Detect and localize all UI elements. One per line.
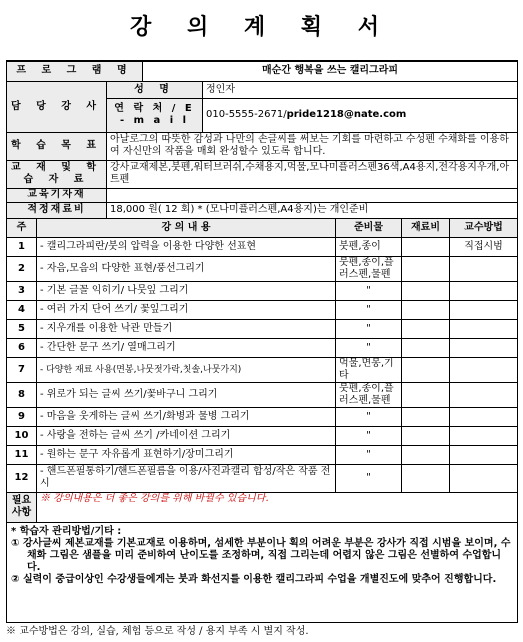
week-content: - 원하는 문구 자유롭게 표현하기/장미그리기 [37, 445, 336, 464]
header-week: 주 [7, 218, 37, 237]
footer-note: ※ 교수방법은 강의, 실습, 체험 등으로 작성 / 용지 부족 시 별지 작성. [6, 626, 309, 637]
equipment-row [7, 188, 518, 202]
week-prep: " [336, 281, 402, 300]
week-material-fee [402, 407, 450, 426]
header-prep: 준비물 [336, 218, 402, 237]
table-row [7, 237, 518, 256]
week-number: 3 [7, 281, 37, 300]
equipment-label: 교육기자재 [7, 188, 107, 202]
table-row [7, 256, 518, 281]
week-prep: " [336, 407, 402, 426]
week-number: 1 [7, 237, 37, 256]
week-material-fee [402, 445, 450, 464]
week-method [450, 407, 518, 426]
week-method [450, 426, 518, 445]
notes-item-1: ① 강사글씨 제본교재를 기본교재로 이용하며, 섬세한 부분이나 획의 어려운 부분은 강사가 직접 시범을 보이며, 수채화 그림은 샘플을 미리 준비하여 난이도를 조정하며, 직접 그리는데 어렵지 않은 그림은 선별하여 수업합니다. [11, 537, 511, 573]
week-number: 2 [7, 256, 37, 281]
instructor-label: 담 당 강 사 [7, 81, 107, 132]
requests-value: ※ 강의내용은 더 좋은 강의를 위해 바뀔수 있습니다. [37, 492, 518, 522]
lecture-plan-table [6, 60, 518, 623]
table-row [7, 357, 518, 382]
week-prep: 붓펜,종이 [336, 237, 402, 256]
program-label: 프 로 그 램 명 [7, 61, 143, 81]
week-material-fee [402, 338, 450, 357]
table-row [7, 407, 518, 426]
week-prep: 붓펜,종이,플러스펜,물펜 [336, 256, 402, 281]
notes-cell [7, 522, 518, 622]
notes-heading: * 학습자 관리방법/기타 : [11, 525, 122, 537]
week-material-fee [402, 300, 450, 319]
week-prep: " [336, 464, 402, 492]
header-content: 강 의 내 용 [37, 218, 336, 237]
week-material-fee [402, 464, 450, 492]
equipment-value [107, 188, 518, 202]
week-content: - 위로가 되는 글씨 쓰기/꽃바구니 그리기 [37, 382, 336, 407]
week-material-fee [402, 426, 450, 445]
materials-label: 교 재 및 학 습 자 료 [7, 160, 107, 188]
week-method [450, 319, 518, 338]
week-prep: 붓펜,종이,플러스펜,물펜 [336, 382, 402, 407]
week-content: - 다양한 재료 사용(면봉,나뭇젓가락,칫솔,나뭇가지) [37, 357, 336, 382]
week-material-fee [402, 256, 450, 281]
document-title: 강 의 계 획 서 [130, 15, 393, 40]
requests-label: 필요 사항 [7, 492, 37, 522]
week-number: 4 [7, 300, 37, 319]
instructor-name: 정인자 [203, 81, 518, 98]
week-content: - 간단한 문구 쓰기/ 열매그리기 [37, 338, 336, 357]
week-method [450, 382, 518, 407]
week-content: - 기본 글꼴 익히기/ 나뭇잎 그리기 [37, 281, 336, 300]
phone-number: 010-5555-2671/ [206, 109, 287, 120]
goal-value: 아날로그의 따뜻한 감성과 나만의 손글씨를 써보는 기회를 마련하고 수성펜 수채화를 이용하여 자신만의 작품을 매회 완성할수 있도록 합니다. [107, 132, 518, 160]
week-material-fee [402, 281, 450, 300]
week-material-fee [402, 382, 450, 407]
week-prep: 먹물,면봉,기타 [336, 357, 402, 382]
email-address: pride1218@nate.com [286, 109, 407, 120]
week-content: - 핸드폰필통하기/핸드폰필름을 이용/사진과캘리 합성/작은 작품 전시 [37, 464, 336, 492]
table-row [7, 464, 518, 492]
contact-value [203, 98, 518, 132]
week-method [450, 464, 518, 492]
header-material-fee: 재료비 [402, 218, 450, 237]
goal-label: 학 습 목 표 [7, 132, 107, 160]
table-row [7, 300, 518, 319]
week-number: 12 [7, 464, 37, 492]
table-row [7, 338, 518, 357]
fee-label: 적정재료비 [7, 202, 107, 218]
name-label: 성 명 [107, 81, 203, 98]
week-method [450, 256, 518, 281]
notes-row [7, 522, 518, 622]
program-row [7, 61, 518, 81]
table-row [7, 281, 518, 300]
week-prep: " [336, 426, 402, 445]
week-material-fee [402, 237, 450, 256]
week-prep: " [336, 300, 402, 319]
week-number: 8 [7, 382, 37, 407]
notes-item-2: ② 실력이 중급이상인 수강생들에게는 붓과 화선지를 이용한 캘리그라피 수업을 개별진도에 맞추어 진행합니다. [11, 573, 497, 585]
requests-row [7, 492, 518, 522]
header-method: 교수방법 [450, 218, 518, 237]
week-method [450, 338, 518, 357]
week-content: - 마음을 웃게하는 글씨 쓰기/화병과 물병 그리기 [37, 407, 336, 426]
table-row [7, 426, 518, 445]
materials-row [7, 160, 518, 188]
week-content: - 사랑을 전하는 글씨 쓰기 /카네이션 그리기 [37, 426, 336, 445]
week-content: - 여러 가지 단어 쓰기/ 꽃잎그리기 [37, 300, 336, 319]
fee-value: 18,000 원( 12 회) * (모나미플러스펜,A4용지)는 개인준비 [107, 202, 518, 218]
week-number: 6 [7, 338, 37, 357]
week-number: 7 [7, 357, 37, 382]
week-number: 9 [7, 407, 37, 426]
week-method [450, 357, 518, 382]
week-prep: " [336, 319, 402, 338]
week-material-fee [402, 357, 450, 382]
materials-value: 강사교재제본,붓펜,워터브러쉬,수채용지,먹물,모나미플러스펜36색,A4용지,전각용지우개,아트펜 [107, 160, 518, 188]
goal-row [7, 132, 518, 160]
week-method [450, 300, 518, 319]
contact-label: 연 락 처 / E - m a i l [107, 98, 203, 132]
week-content: - 자음,모음의 다양한 표현/풍선그리기 [37, 256, 336, 281]
week-content: - 캘리그라피란/붓의 압력을 이용한 다양한 선표현 [37, 237, 336, 256]
week-number: 11 [7, 445, 37, 464]
table-row [7, 382, 518, 407]
week-method: 직접시범 [450, 237, 518, 256]
table-row [7, 445, 518, 464]
week-number: 5 [7, 319, 37, 338]
program-value: 매순간 행복을 쓰는 캘리그라피 [143, 61, 518, 81]
schedule-header-row [7, 218, 518, 237]
week-material-fee [402, 319, 450, 338]
week-method [450, 281, 518, 300]
week-method [450, 445, 518, 464]
week-prep: " [336, 445, 402, 464]
week-number: 10 [7, 426, 37, 445]
week-prep: " [336, 338, 402, 357]
table-row [7, 319, 518, 338]
instructor-name-row [7, 81, 518, 98]
fee-row [7, 202, 518, 218]
week-content: - 지우개를 이용한 낙관 만들기 [37, 319, 336, 338]
